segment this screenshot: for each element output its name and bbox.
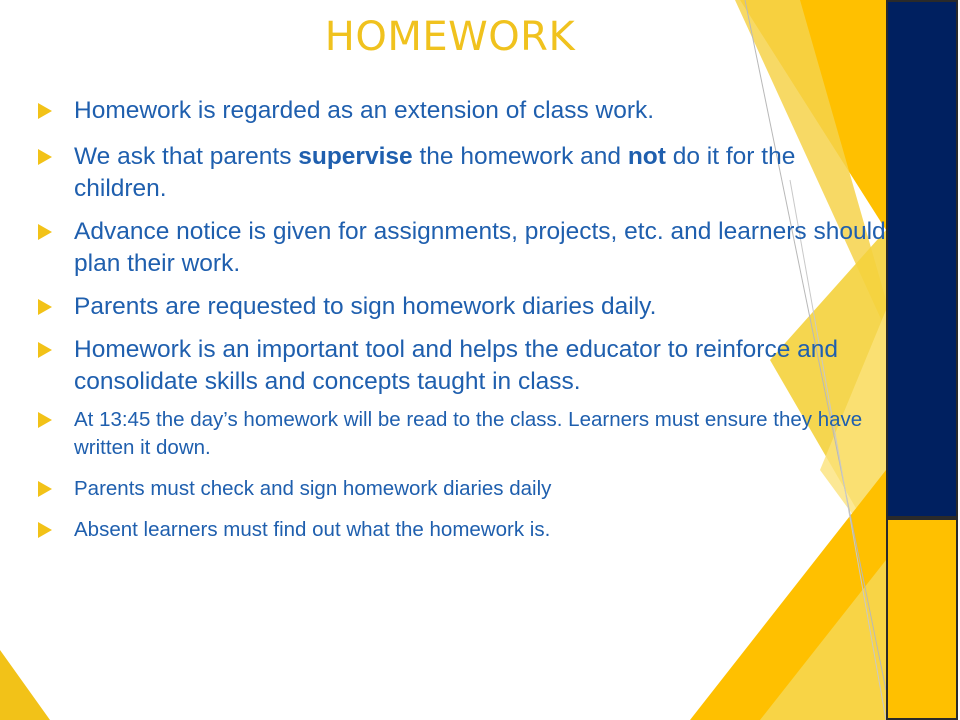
bullet-text-part: the homework and xyxy=(412,143,628,170)
bullet-list xyxy=(38,95,888,557)
triangle-right-icon xyxy=(38,522,52,538)
triangle-right-icon xyxy=(38,412,52,428)
triangle-right-icon xyxy=(38,299,52,315)
bullet-text-part: We ask that parents xyxy=(74,143,299,170)
bullet-item xyxy=(38,516,888,544)
navy-side-bar xyxy=(886,0,958,518)
triangle-right-icon xyxy=(38,149,52,165)
bold-word-supervise: supervise xyxy=(298,143,413,170)
gold-facet-bottom-left xyxy=(0,650,50,720)
bullet-text: Parents must check and sign homework diaries daily xyxy=(74,477,552,500)
bullet-text-part: do it for the children. xyxy=(74,143,796,202)
bullet-text: Parents are requested to sign homework diaries daily. xyxy=(74,293,657,320)
bullet-item xyxy=(38,475,888,503)
bullet-text: At 13:45 the day’s homework will be read to the class. Learners must ensure they have written it down. xyxy=(74,408,863,459)
bullet-item xyxy=(38,216,888,280)
gold-side-bar xyxy=(886,518,958,720)
triangle-right-icon xyxy=(38,103,52,119)
bold-word-not: not xyxy=(627,143,666,170)
bullet-item xyxy=(38,141,888,205)
triangle-right-icon xyxy=(38,481,52,497)
bullet-item xyxy=(38,334,888,398)
triangle-right-icon xyxy=(38,224,52,240)
bullet-item xyxy=(38,291,888,323)
slide-title: HOMEWORK xyxy=(324,14,576,60)
bullet-item xyxy=(38,95,888,127)
bullet-text: Advance notice is given for assignments, projects, etc. and learners should plan their work. xyxy=(74,218,886,277)
bullet-text: Homework is an important tool and helps the educator to reinforce and consolidate skills and concepts taught in class. xyxy=(74,336,839,395)
bullet-text: Homework is regarded as an extension of class work. xyxy=(74,97,655,124)
triangle-right-icon xyxy=(38,342,52,358)
bullet-item xyxy=(38,406,888,462)
bullet-text: Absent learners must find out what the homework is. xyxy=(74,518,551,541)
